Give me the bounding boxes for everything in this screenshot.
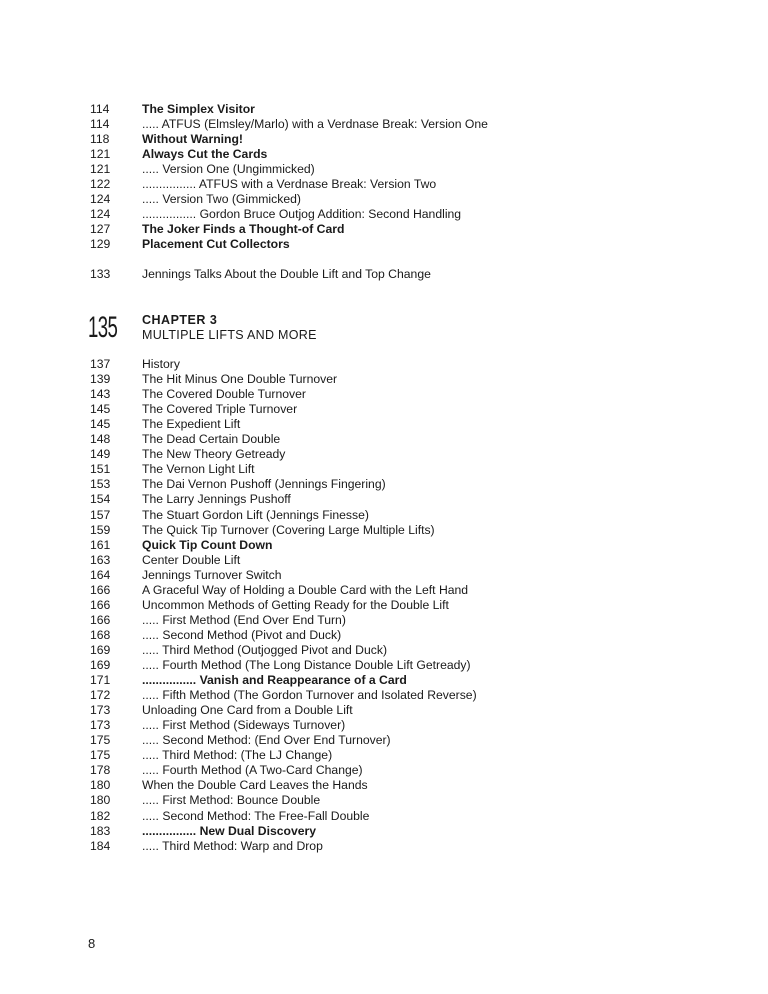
toc-entry-title: The Covered Triple Turnover (142, 402, 298, 417)
toc-entry-title: The Joker Finds a Thought-of Card (142, 222, 345, 236)
toc-entry-title: The Vernon Light Lift (142, 462, 255, 477)
toc-entry-page: 148 (90, 432, 111, 447)
toc-entry-title: History (142, 357, 180, 371)
toc-entry-page: 183 (90, 823, 111, 838)
toc-entry-title: When the Double Card Leaves the Hands (142, 778, 368, 793)
toc-entry-page: 139 (90, 372, 111, 387)
toc-entry-title: The Quick Tip Turnover (Covering Large Multiple Lifts) (142, 522, 435, 537)
toc-entry-page: 129 (90, 237, 111, 251)
toc-entry-page: 114 (90, 117, 110, 131)
toc-entry-page: 157 (90, 507, 111, 522)
toc-entry-title: Quick Tip Count Down (142, 537, 273, 552)
toc-entry-title: ..... First Method (Sideways Turnover) (142, 718, 346, 733)
toc-entry-title: ................ ATFUS with a Verdnase Break: Version Two (142, 177, 437, 191)
toc-entry-page: 159 (90, 522, 111, 537)
toc-entry-page: 121 (90, 147, 111, 161)
toc-entry-title: ..... First Method: Bounce Double (142, 793, 321, 808)
toc-entry-page: 124 (90, 207, 111, 221)
toc-entry-title: The Hit Minus One Double Turnover (142, 372, 338, 387)
toc-entry-page: 173 (90, 703, 111, 718)
toc-entry-title: ................ Vanish and Reappearance of a Card (142, 673, 407, 688)
toc-entry-page: 178 (90, 763, 111, 778)
chapter-title: MULTIPLE LIFTS AND MORE (142, 328, 317, 342)
toc-entry-title: ..... Third Method (Outjogged Pivot and Duck) (142, 642, 387, 657)
toc-entry-page: 161 (90, 537, 111, 552)
toc-entry-page: 143 (90, 387, 111, 402)
toc-entry-page: 145 (90, 402, 111, 417)
toc-entry-page: 173 (90, 718, 111, 733)
toc-entry-title: Jennings Talks About the Double Lift and Top Change (142, 267, 431, 281)
toc-entry-title: A Graceful Way of Holding a Double Card with the Left Hand (142, 582, 469, 597)
toc-entry-page: 168 (90, 627, 111, 642)
toc-entry-page: 121 (90, 162, 111, 176)
toc-entry-title: Placement Cut Collectors (142, 237, 290, 251)
toc-entry-page: 149 (90, 447, 111, 462)
toc-entry-page: 180 (90, 778, 111, 793)
toc-entry-page: 182 (90, 808, 111, 823)
toc-entry-title: ..... Third Method: (The LJ Change) (142, 748, 333, 763)
toc-entry-page: 137 (90, 357, 111, 371)
chapter-page-number: 135 (88, 311, 118, 344)
toc-entry-title: The Expedient Lift (142, 417, 241, 432)
toc-entry-title: Jennings Turnover Switch (142, 567, 282, 582)
folio-page-number: 8 (88, 936, 96, 951)
toc-entry-title: ..... First Method (End Over End Turn) (142, 612, 346, 627)
toc-entry-page: 164 (90, 567, 111, 582)
toc-entry-title: ..... Third Method: Warp and Drop (142, 838, 323, 853)
toc-entry-title: The Dai Vernon Pushoff (Jennings Fingering) (142, 477, 386, 492)
toc-entry-page: 171 (90, 673, 111, 688)
toc-entry-page: 163 (90, 552, 111, 567)
toc-entry-page: 151 (90, 462, 111, 477)
toc-entry-page: 172 (90, 688, 111, 703)
toc-entry-title: The Larry Jennings Pushoff (142, 492, 291, 507)
toc-entry-title: ..... Second Method: The Free-Fall Double (142, 808, 370, 823)
toc-entry-page: 169 (90, 658, 111, 672)
toc-entry-page: 153 (90, 477, 111, 492)
toc-entry-title: ................ Gordon Bruce Outjog Addition: Second Handling (142, 207, 462, 221)
toc-entry-title: The Stuart Gordon Lift (Jennings Finesse) (142, 507, 369, 522)
toc-entry-page: 169 (90, 642, 111, 657)
toc-entry-title: Always Cut the Cards (142, 147, 268, 161)
toc-entry-title: Without Warning! (142, 132, 243, 146)
toc-entry-title: Uncommon Methods of Getting Ready for the Double Lift (142, 597, 449, 612)
toc-entry-title: The New Theory Getready (142, 447, 286, 462)
toc-entry-title: The Dead Certain Double (142, 432, 281, 447)
toc-entry-title: The Simplex Visitor (142, 102, 255, 116)
toc-entry-page: 166 (90, 597, 111, 612)
toc-entry-title: ..... Version Two (Gimmicked) (142, 192, 301, 206)
toc-entry-title: ..... Fifth Method (The Gordon Turnover and Isolated Reverse) (142, 688, 477, 703)
toc-entry-title: The Covered Double Turnover (142, 387, 306, 402)
toc-entry-page: 122 (90, 177, 111, 191)
toc-entry-page: 145 (90, 417, 111, 432)
toc-entry-page: 154 (90, 492, 111, 507)
toc-entry-title: ................ New Dual Discovery (142, 823, 317, 838)
toc-entry-title: ..... Fourth Method (A Two-Card Change) (142, 763, 363, 778)
toc-entry-page: 166 (90, 612, 111, 627)
toc-entry-page: 184 (90, 838, 111, 853)
toc-entry-page: 127 (90, 222, 111, 236)
toc-entry-title: ..... Fourth Method (The Long Distance Double Lift Getready) (142, 658, 471, 672)
toc-entry-page: 133 (90, 267, 111, 281)
toc-entry-title: Unloading One Card from a Double Lift (142, 703, 353, 718)
chapter-label: CHAPTER 3 (142, 313, 218, 327)
toc-entry-title: ..... Version One (Ungimmicked) (142, 162, 315, 176)
toc-entry-page: 114 (90, 102, 110, 116)
toc-entry-page: 118 (90, 132, 110, 146)
toc-entry-title: Center Double Lift (142, 552, 241, 567)
toc-entry-page: 180 (90, 793, 111, 808)
toc-entry-title: ..... ATFUS (Elmsley/Marlo) with a Verdnase Break: Version One (142, 117, 488, 131)
toc-entry-page: 175 (90, 733, 111, 748)
toc-entry-title: ..... Second Method (Pivot and Duck) (142, 627, 342, 642)
toc-entry-page: 175 (90, 748, 111, 763)
toc-entry-page: 166 (90, 582, 111, 597)
toc-entry-title: ..... Second Method: (End Over End Turnover) (142, 733, 391, 748)
toc-entry-page: 124 (90, 192, 111, 206)
